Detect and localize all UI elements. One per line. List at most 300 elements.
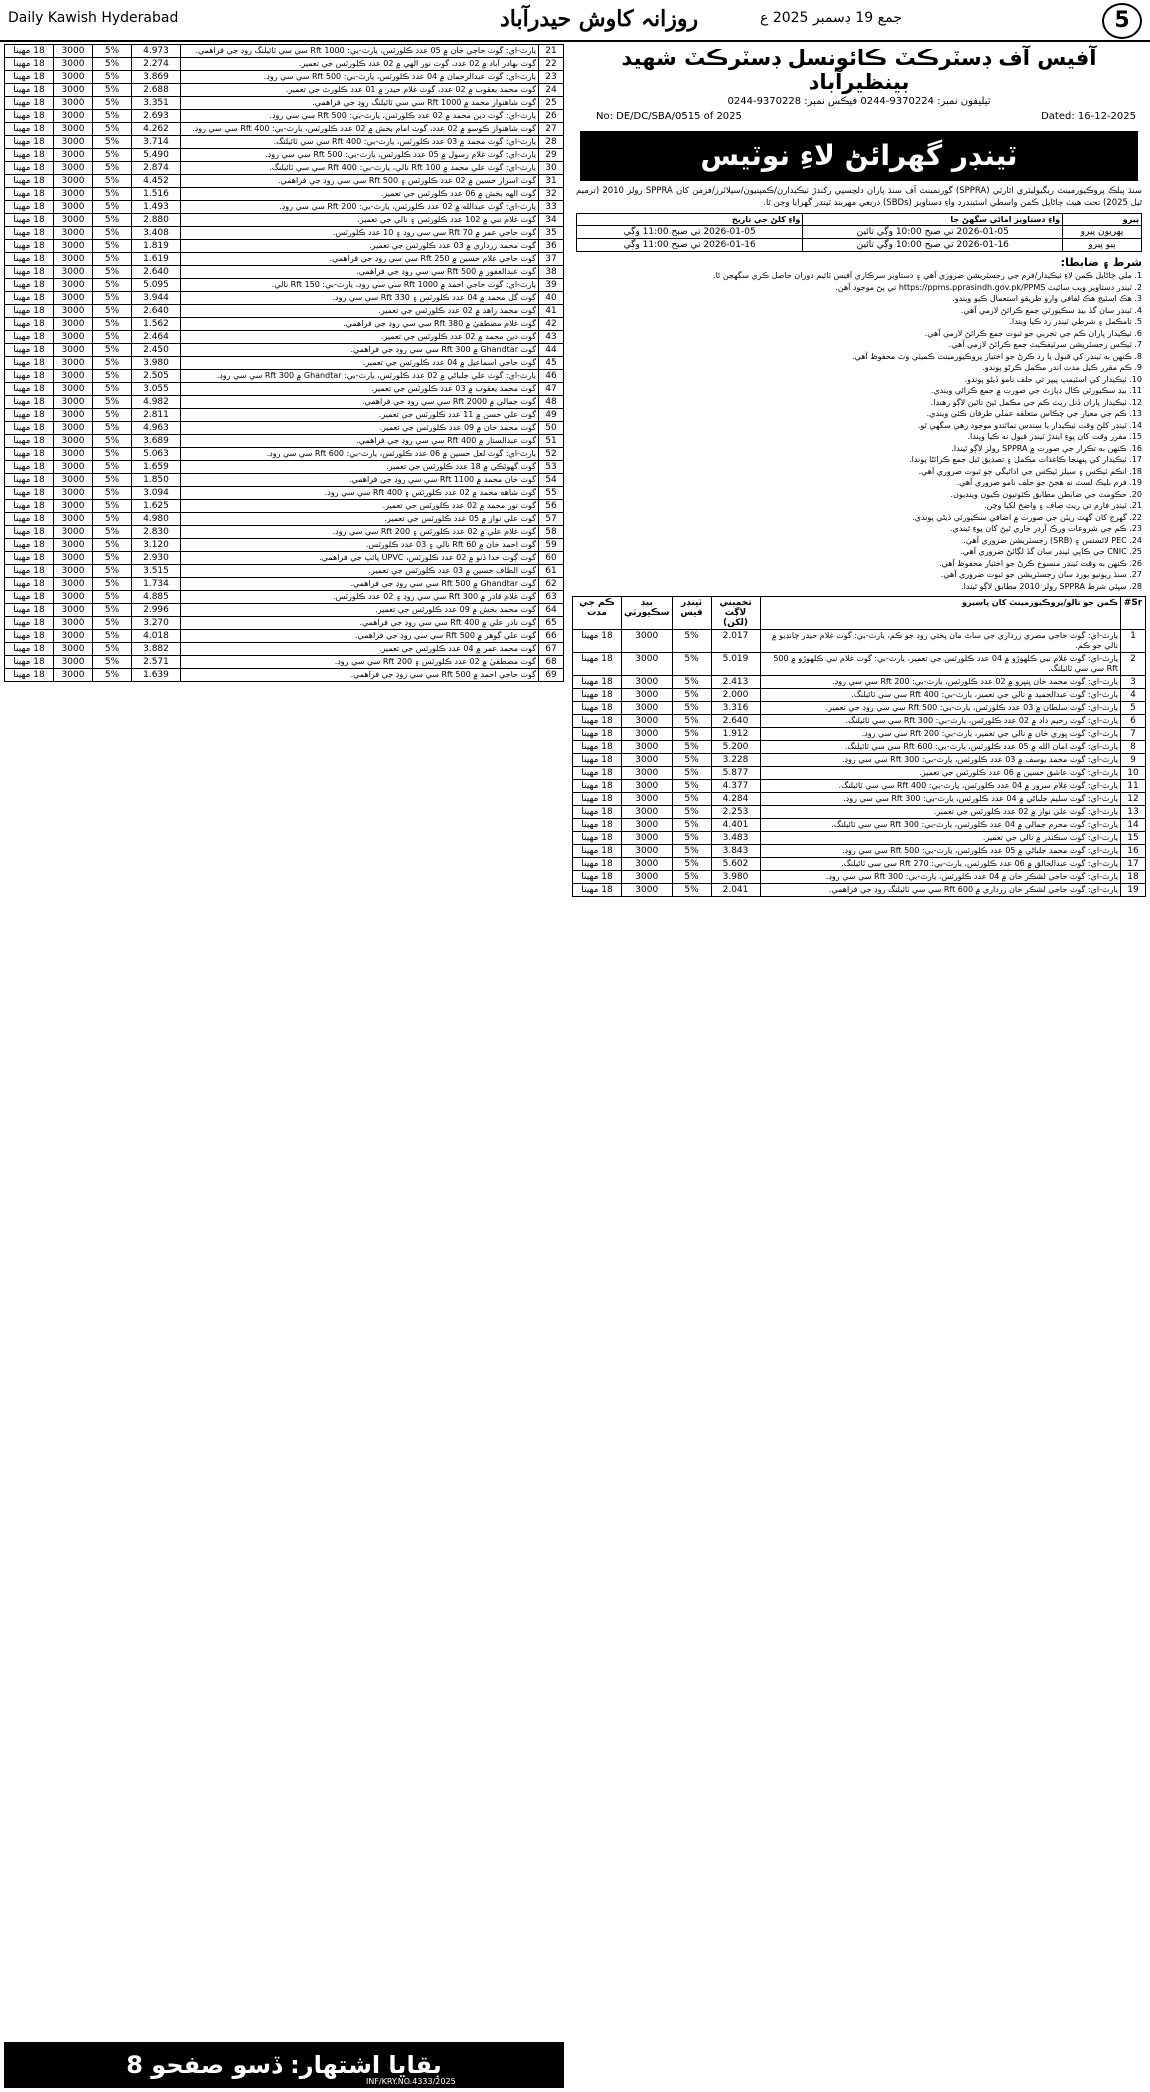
row-cost: 3.228 xyxy=(711,754,760,767)
row-fee: 3000 xyxy=(54,71,93,84)
row-number: 61 xyxy=(539,565,564,578)
table-row xyxy=(5,435,564,448)
conditions-title: شرط ۽ ضابطا: xyxy=(1060,256,1142,269)
table-row xyxy=(573,832,1146,845)
row-bid-security: 5% xyxy=(672,676,711,689)
continued-banner xyxy=(4,2042,564,2088)
row-duration: 18 مهينا xyxy=(5,214,54,227)
row-description: يارٽ-اي: گوٺ حاجي مصري زرداري جي ساٿ مان پختي روڊ جو ڪم، يارٽ-بي: گوٺ غلام حيدر چانڊيو ۾ نالي جو ڪم. xyxy=(760,630,1121,653)
row-cost: 3.843 xyxy=(711,845,760,858)
row-description: گوٺ حاجي غلام حسين ۾ 250 Rft سي سي روڊ جي فراهمي. xyxy=(181,253,539,266)
row-number: 3 xyxy=(1121,676,1146,689)
row-cost: 3.882 xyxy=(132,643,181,656)
row-number: 44 xyxy=(539,344,564,357)
row-duration: 18 مهينا xyxy=(5,175,54,188)
row-cost: 2.688 xyxy=(132,84,181,97)
row-fee: 3000 xyxy=(622,819,673,832)
row-bid-security: 5% xyxy=(93,370,132,383)
condition-item: 14. ٽينڊر کلڻ وقت ٺيڪيدار يا سندس نمائندو موجود رهي سگهي ٿو. xyxy=(917,420,1142,430)
row-number: 23 xyxy=(539,71,564,84)
row-cost: 3.714 xyxy=(132,136,181,149)
condition-item: 21. ٽينڊر فارم تي ريٽ صاف ۽ واضح لکيا وڃن. xyxy=(983,501,1142,510)
table-row xyxy=(5,422,564,435)
row-duration: 18 مهينا xyxy=(5,97,54,110)
row-duration: 18 مهينا xyxy=(5,45,54,58)
row-duration: 18 مهينا xyxy=(5,162,54,175)
row-duration: 18 مهينا xyxy=(5,266,54,279)
condition-item: 7. ٽيڪس رجسٽريشن سرٽيفڪيٽ جمع ڪرائڻ لازمي آهي. xyxy=(948,340,1142,349)
row-bid-security: 5% xyxy=(672,858,711,871)
row-cost: 4.452 xyxy=(132,175,181,188)
row-number: 18 xyxy=(1121,871,1146,884)
row-cost: 2.000 xyxy=(711,689,760,702)
row-bid-security: 5% xyxy=(93,487,132,500)
row-description: گوٺ علي حسن ۾ 11 عدد ڪلورٽس جي تعمير. xyxy=(181,409,539,422)
row-cost: 3.483 xyxy=(711,832,760,845)
row-fee: 3000 xyxy=(622,780,673,793)
row-description: گوٺ حاجي عمر ۾ 70 Rft سي سي روڊ ۽ 10 عدد ڪلورٽس. xyxy=(181,227,539,240)
schedule-table xyxy=(576,213,1142,252)
row-duration: 18 مهينا xyxy=(5,396,54,409)
row-number: 62 xyxy=(539,578,564,591)
row-duration: 18 مهينا xyxy=(573,741,622,754)
table-row xyxy=(573,806,1146,819)
condition-item: 4. ٽينڊر سان گڏ بيڊ سڪيورٽي جمع ڪرائڻ لازمي آهي. xyxy=(960,305,1142,315)
row-description: يارٽ-اي: گوٺ محمد يوسف ۾ 03 عدد ڪلورٽس، يارٽ-بي: 300 Rft سي سي روڊ. xyxy=(760,754,1121,767)
table-row xyxy=(5,526,564,539)
condition-item: 24. PEC لائسنس ۽ (SRB) رجسٽريشن ضروري آهي. xyxy=(963,535,1142,545)
table-row xyxy=(5,396,564,409)
row-duration: 18 مهينا xyxy=(573,884,622,897)
row-number: 49 xyxy=(539,409,564,422)
table-row xyxy=(5,500,564,513)
row-duration: 18 مهينا xyxy=(573,793,622,806)
row-duration: 18 مهينا xyxy=(5,578,54,591)
row-fee: 3000 xyxy=(54,292,93,305)
row-duration: 18 مهينا xyxy=(573,767,622,780)
row-duration: 18 مهينا xyxy=(573,715,622,728)
row-duration: 18 مهينا xyxy=(5,227,54,240)
masthead-date: جمع 19 ڊسمبر 2025 ع xyxy=(760,10,902,26)
page-number: 5 xyxy=(1102,3,1142,39)
row-description: يارٽ-اي: گوٺ محمد ۾ 03 عدد ڪلورٽس، يارٽ-بي: 400 Rft سي سي ٽائيلنگ. xyxy=(181,136,539,149)
row-duration: 18 مهينا xyxy=(5,474,54,487)
row-bid-security: 5% xyxy=(672,780,711,793)
row-duration: 18 مهينا xyxy=(573,871,622,884)
table-row xyxy=(5,513,564,526)
row-duration: 18 مهينا xyxy=(5,253,54,266)
schedule-cell: 2026-01-05 تي صبح 10:00 وڳي تائين xyxy=(803,226,1063,239)
row-cost: 2.640 xyxy=(711,715,760,728)
row-duration: 18 مهينا xyxy=(5,409,54,422)
row-duration: 18 مهينا xyxy=(5,383,54,396)
row-cost: 2.640 xyxy=(132,305,181,318)
row-number: 46 xyxy=(539,370,564,383)
table-row xyxy=(5,630,564,643)
table-row xyxy=(5,409,564,422)
row-cost: 2.830 xyxy=(132,526,181,539)
row-fee: 3000 xyxy=(54,370,93,383)
row-cost: 2.413 xyxy=(711,676,760,689)
row-cost: 1.516 xyxy=(132,188,181,201)
row-number: 14 xyxy=(1121,819,1146,832)
row-bid-security: 5% xyxy=(93,214,132,227)
row-description: گوٺ Ghandtar ۾ 300 Rft سي سي روڊ جي فراهمي. xyxy=(181,344,539,357)
row-number: 33 xyxy=(539,201,564,214)
row-bid-security: 5% xyxy=(93,500,132,513)
row-duration: 18 مهينا xyxy=(5,448,54,461)
row-fee: 3000 xyxy=(622,767,673,780)
row-duration: 18 مهينا xyxy=(5,487,54,500)
masthead-left: Daily Kawish Hyderabad xyxy=(8,10,179,26)
row-duration: 18 مهينا xyxy=(5,604,54,617)
row-cost: 3.980 xyxy=(132,357,181,370)
row-fee: 3000 xyxy=(54,422,93,435)
table-row xyxy=(5,383,564,396)
condition-item: 2. ٽينڊر دستاويز ويب سائيٽ https://ppms.pprasindh.gov.pk/PPMS تي پڻ موجود آهن. xyxy=(835,282,1142,292)
row-bid-security: 5% xyxy=(672,806,711,819)
row-number: 12 xyxy=(1121,793,1146,806)
row-number: 25 xyxy=(539,97,564,110)
row-description: يارٽ-اي: گوٺ محمد جلباڻي ۾ 05 عدد ڪلورٽس، يارٽ-بي: 500 Rft سي سي روڊ. xyxy=(760,845,1121,858)
row-description: گوٺ گل محمد ۾ 04 عدد ڪلورٽس ۽ 330 Rft سي سي روڊ. xyxy=(181,292,539,305)
condition-item: 13. ڪم جي معيار جي چڪاس متعلقه عملي طرفان ڪئي ويندي. xyxy=(926,409,1142,418)
row-bid-security: 5% xyxy=(93,305,132,318)
condition-item: 22. گهرج کان گهٽ ريٽن جي صورت ۾ اضافي سڪيورٽي ڏيڻي پوندي. xyxy=(912,512,1142,522)
row-cost: 1.493 xyxy=(132,201,181,214)
row-cost: 4.284 xyxy=(711,793,760,806)
row-cost: 3.689 xyxy=(132,435,181,448)
row-cost: 2.996 xyxy=(132,604,181,617)
row-cost: 5.200 xyxy=(711,741,760,754)
table-row xyxy=(5,487,564,500)
row-bid-security: 5% xyxy=(93,253,132,266)
row-duration: 18 مهينا xyxy=(5,552,54,565)
table-row xyxy=(5,552,564,565)
row-bid-security: 5% xyxy=(93,188,132,201)
row-description: يارٽ-اي: گوٺ غلام رسول ۾ 05 عدد ڪلورٽس، يارٽ-بي: 500 Rft سي سي روڊ. xyxy=(181,149,539,162)
condition-item: 17. ٺيڪيدار کي پنهنجا ڪاغذات مڪمل ۽ تصديق ٿيل جمع ڪرائڻا پوندا. xyxy=(909,455,1142,464)
row-fee: 3000 xyxy=(54,214,93,227)
row-duration: 18 مهينا xyxy=(5,58,54,71)
row-bid-security: 5% xyxy=(672,754,711,767)
row-bid-security: 5% xyxy=(93,656,132,669)
table-row xyxy=(5,656,564,669)
condition-item: 26. ڪنهن به وقت ٽينڊر منسوخ ڪرڻ جو اختيار محفوظ آهي. xyxy=(939,558,1142,568)
row-number: 26 xyxy=(539,110,564,123)
row-description: يارٽ-اي: گوٺ رحيم داد ۾ 02 عدد ڪلورٽس، يارٽ-بي: 300 Rft سي سي ٽائيلنگ. xyxy=(760,715,1121,728)
table-row xyxy=(573,653,1146,676)
schedule-row xyxy=(577,239,1142,252)
table-row xyxy=(5,97,564,110)
condition-item: 16. ڪنهن به تڪرار جي صورت ۾ SPPRA رولز لاڳو ٿيندا. xyxy=(951,443,1142,453)
row-fee: 3000 xyxy=(54,97,93,110)
row-number: 67 xyxy=(539,643,564,656)
row-bid-security: 5% xyxy=(93,84,132,97)
row-description: گوٺ اسرار حسين ۾ 02 عدد ڪلورٽس ۽ 500 Rft سي سي روڊ جي فراهمي. xyxy=(181,175,539,188)
table-row xyxy=(5,448,564,461)
schedule-header: واءِ کلڻ جي تاريخ xyxy=(577,214,803,226)
row-description: گوٺ حاجي احمد ۾ 500 Rft سي سي روڊ جي فراهمي. xyxy=(181,669,539,682)
row-description: گوٺ ڳوٺ خدا ڏنو ۾ 02 عدد ڪلورٽس، UPVC پائپ جي فراهمي. xyxy=(181,552,539,565)
row-description: گوٺ نور محمد ۾ 02 عدد ڪلورٽس جي تعمير. xyxy=(181,500,539,513)
row-fee: 3000 xyxy=(622,871,673,884)
row-description: گوٺ غلام قادر ۾ 300 Rft سي سي روڊ ۽ 02 عدد ڪلورٽس. xyxy=(181,591,539,604)
table-row xyxy=(573,702,1146,715)
table-row xyxy=(5,578,564,591)
table-row xyxy=(5,227,564,240)
row-bid-security: 5% xyxy=(93,565,132,578)
table-row xyxy=(5,136,564,149)
row-description: گوٺ بهادر آباد ۾ 02 عدد، گوٺ نور الٰهي ۾ 02 عدد ڪلورٽس جي تعمير. xyxy=(181,58,539,71)
row-duration: 18 مهينا xyxy=(5,318,54,331)
row-bid-security: 5% xyxy=(672,630,711,653)
row-cost: 5.019 xyxy=(711,653,760,676)
row-number: 47 xyxy=(539,383,564,396)
row-number: 13 xyxy=(1121,806,1146,819)
row-duration: 18 مهينا xyxy=(573,754,622,767)
row-number: 10 xyxy=(1121,767,1146,780)
table-row xyxy=(573,689,1146,702)
row-cost: 3.270 xyxy=(132,617,181,630)
row-cost: 2.041 xyxy=(711,884,760,897)
row-fee: 3000 xyxy=(54,565,93,578)
row-bid-security: 5% xyxy=(672,871,711,884)
row-fee: 3000 xyxy=(54,162,93,175)
row-duration: 18 مهينا xyxy=(573,676,622,689)
table-row xyxy=(573,715,1146,728)
works-table-right xyxy=(572,596,1146,897)
table-row xyxy=(5,45,564,58)
row-duration: 18 مهينا xyxy=(5,279,54,292)
row-description: گوٺ علي گوهر ۾ 500 Rft سي سي روڊ جي فراهمي. xyxy=(181,630,539,643)
row-bid-security: 5% xyxy=(672,832,711,845)
row-fee: 3000 xyxy=(54,539,93,552)
table-row xyxy=(573,884,1146,897)
ref-line xyxy=(572,109,1146,127)
row-duration: 18 مهينا xyxy=(5,669,54,682)
row-duration: 18 مهينا xyxy=(5,305,54,318)
condition-item: 12. ٺيڪيدار پاران ڏنل ريٽ ڪم جي مڪمل ٿيڻ تائين لاڳو رهندا. xyxy=(930,397,1142,407)
schedule-cell: ٻيو پيرو xyxy=(1063,239,1142,252)
row-fee: 3000 xyxy=(54,240,93,253)
row-fee: 3000 xyxy=(622,630,673,653)
row-bid-security: 5% xyxy=(93,578,132,591)
table-row xyxy=(5,110,564,123)
table-row xyxy=(5,253,564,266)
row-bid-security: 5% xyxy=(672,767,711,780)
row-duration: 18 مهينا xyxy=(5,344,54,357)
row-fee: 3000 xyxy=(54,318,93,331)
row-fee: 3000 xyxy=(54,331,93,344)
row-cost: 2.253 xyxy=(711,806,760,819)
row-duration: 18 مهينا xyxy=(573,728,622,741)
row-fee: 3000 xyxy=(54,669,93,682)
condition-item: 6. ٺيڪيدار پاران ڪم جي تجربي جو ثبوت جمع ڪرائڻ لازمي آهي. xyxy=(924,328,1142,338)
row-description: گوٺ احمد خان ۾ 60 Rft نالي ۽ 03 عدد ڪلورٽس. xyxy=(181,539,539,552)
row-duration: 18 مهينا xyxy=(5,513,54,526)
condition-item: 23. ڪم جي شروعات ورڪ آرڊر جاري ٿيڻ کان پوءِ ٿيندي. xyxy=(950,524,1142,533)
row-bid-security: 5% xyxy=(93,630,132,643)
table-row xyxy=(5,214,564,227)
row-bid-security: 5% xyxy=(93,591,132,604)
row-description: گوٺ شاهه محمد ۾ 02 عدد ڪلورٽس ۽ 400 Rft سي سي روڊ. xyxy=(181,487,539,500)
row-fee: 3000 xyxy=(54,461,93,474)
row-bid-security: 5% xyxy=(93,617,132,630)
table-row xyxy=(5,305,564,318)
row-bid-security: 5% xyxy=(93,435,132,448)
row-cost: 1.625 xyxy=(132,500,181,513)
row-number: 39 xyxy=(539,279,564,292)
row-fee: 3000 xyxy=(54,175,93,188)
row-bid-security: 5% xyxy=(93,448,132,461)
row-description: يارٽ-اي: گوٺ لعل حسين ۾ 06 عدد ڪلورٽس، يارٽ-بي: 600 Rft سي سي روڊ. xyxy=(181,448,539,461)
row-duration: 18 مهينا xyxy=(573,845,622,858)
row-number: 56 xyxy=(539,500,564,513)
row-description: گوٺ گهوٽڪي ۾ 18 عدد ڪلورٽس جي تعمير. xyxy=(181,461,539,474)
row-cost: 4.963 xyxy=(132,422,181,435)
row-bid-security: 5% xyxy=(93,331,132,344)
table-row xyxy=(573,767,1146,780)
row-cost: 2.640 xyxy=(132,266,181,279)
row-bid-security: 5% xyxy=(672,884,711,897)
row-number: 11 xyxy=(1121,780,1146,793)
row-fee: 3000 xyxy=(622,858,673,871)
row-number: 58 xyxy=(539,526,564,539)
table-row xyxy=(573,728,1146,741)
row-cost: 4.980 xyxy=(132,513,181,526)
row-duration: 18 مهينا xyxy=(5,617,54,630)
row-number: 53 xyxy=(539,461,564,474)
row-number: 9 xyxy=(1121,754,1146,767)
row-cost: 2.571 xyxy=(132,656,181,669)
row-fee: 3000 xyxy=(54,110,93,123)
row-fee: 3000 xyxy=(54,266,93,279)
row-fee: 3000 xyxy=(622,884,673,897)
table-row xyxy=(5,669,564,682)
row-cost: 1.619 xyxy=(132,253,181,266)
row-description: يارٽ-اي: گوٺ حاجي احمد ۾ 1000 Rft سي سي روڊ، يارٽ-بي: 150 Rft نالي. xyxy=(181,279,539,292)
row-fee: 3000 xyxy=(54,305,93,318)
row-number: 7 xyxy=(1121,728,1146,741)
condition-item: 25. CNIC جي ڪاپي ٽينڊر سان گڏ لڳائڻ ضروري آهي. xyxy=(960,547,1142,556)
row-description: يارٽ-اي: گوٺ حاجي لشڪر خان ۾ 04 عدد ڪلورٽس، يارٽ-بي: 300 Rft سي سي روڊ. xyxy=(760,871,1121,884)
row-bid-security: 5% xyxy=(93,175,132,188)
row-description: يارٽ-اي: گوٺ محرم جمالي ۾ 04 عدد ڪلورٽس، يارٽ-بي: 300 Rft سي سي ٽائيلنگ. xyxy=(760,819,1121,832)
row-bid-security: 5% xyxy=(93,266,132,279)
row-number: 42 xyxy=(539,318,564,331)
row-duration: 18 مهينا xyxy=(5,240,54,253)
row-fee: 3000 xyxy=(622,754,673,767)
table-row xyxy=(5,331,564,344)
row-number: 54 xyxy=(539,474,564,487)
row-bid-security: 5% xyxy=(93,110,132,123)
row-description: گوٺ مصطفيٰ ۾ 02 عدد ڪلورٽس ۽ 200 Rft سي سي روڊ. xyxy=(181,656,539,669)
row-duration: 18 مهينا xyxy=(5,643,54,656)
row-duration: 18 مهينا xyxy=(5,591,54,604)
row-bid-security: 5% xyxy=(93,422,132,435)
row-number: 8 xyxy=(1121,741,1146,754)
row-bid-security: 5% xyxy=(672,793,711,806)
masthead-title: روزانہ کاوش حیدرآباد xyxy=(500,6,699,32)
row-bid-security: 5% xyxy=(93,149,132,162)
row-fee: 3000 xyxy=(54,227,93,240)
row-fee: 3000 xyxy=(54,188,93,201)
row-fee: 3000 xyxy=(54,45,93,58)
table-row xyxy=(5,370,564,383)
row-fee: 3000 xyxy=(54,630,93,643)
row-number: 63 xyxy=(539,591,564,604)
row-number: 64 xyxy=(539,604,564,617)
row-bid-security: 5% xyxy=(93,162,132,175)
row-bid-security: 5% xyxy=(672,653,711,676)
row-number: 41 xyxy=(539,305,564,318)
table-row xyxy=(5,240,564,253)
row-number: 4 xyxy=(1121,689,1146,702)
condition-item: 19. فرم بليڪ لسٽ نه هجڻ جو حلف نامو ضروري آهي. xyxy=(956,478,1142,487)
row-description: گوٺ محمد عمر ۾ 04 عدد ڪلورٽس جي تعمير. xyxy=(181,643,539,656)
row-duration: 18 مهينا xyxy=(573,858,622,871)
row-description: يارٽ-اي: گوٺ علي محمد ۾ 100 Rft نالي، يارٽ-بي: 400 Rft سي سي ٽائيلنگ. xyxy=(181,162,539,175)
table-header: بيڊ سڪيورٽي xyxy=(622,597,673,630)
row-description: يارٽ-اي: گوٺ ڀوري خان ۾ نالي جي تعمير، يارٽ-بي: 200 Rft سي سي روڊ. xyxy=(760,728,1121,741)
row-number: 2 xyxy=(1121,653,1146,676)
row-number: 45 xyxy=(539,357,564,370)
schedule-cell: 2026-01-16 تي صبح 10:00 وڳي تائين xyxy=(803,239,1063,252)
row-description: يارٽ-اي: گوٺ عبدالخالق ۾ 06 عدد ڪلورٽس، يارٽ-بي: 270 Rft سي سي ٽائيلنگ. xyxy=(760,858,1121,871)
table-row xyxy=(5,71,564,84)
row-number: 22 xyxy=(539,58,564,71)
table-row xyxy=(573,858,1146,871)
row-bid-security: 5% xyxy=(672,741,711,754)
row-duration: 18 مهينا xyxy=(573,832,622,845)
row-description: يارٽ-اي: گوٺ حاجي خان ۾ 05 عدد ڪلورٽس، يارٽ-بي: 1000 Rft سي سي ٽائيلنگ روڊ جي فراهمي. xyxy=(181,45,539,58)
row-bid-security: 5% xyxy=(93,409,132,422)
table-row xyxy=(5,58,564,71)
table-header: Sr# xyxy=(1121,597,1146,630)
row-fee: 3000 xyxy=(622,676,673,689)
row-fee: 3000 xyxy=(54,604,93,617)
row-duration: 18 مهينا xyxy=(573,702,622,715)
schedule-row xyxy=(577,226,1142,239)
table-row xyxy=(5,201,564,214)
table-row xyxy=(5,461,564,474)
row-number: 52 xyxy=(539,448,564,461)
row-description: يارٽ-اي: گوٺ سلطان ۾ 03 عدد ڪلورٽس، يارٽ-بي: 500 Rft سي سي روڊ جي تعمير. xyxy=(760,702,1121,715)
row-duration: 18 مهينا xyxy=(573,630,622,653)
schedule-header: واءِ دستاويز اماڻي سگهڻ جا xyxy=(803,214,1063,226)
table-row xyxy=(5,357,564,370)
row-cost: 4.973 xyxy=(132,45,181,58)
row-description: يارٽ-اي: گوٺ دين محمد ۾ 02 عدد ڪلورٽس، يارٽ-بي: 500 Rft سي سي روڊ. xyxy=(181,110,539,123)
row-duration: 18 مهينا xyxy=(5,461,54,474)
table-row xyxy=(5,591,564,604)
row-description: يارٽ-اي: گوٺ عبدالرحمان ۾ 04 عدد ڪلورٽس، يارٽ-بي: 500 Rft سي سي روڊ. xyxy=(181,71,539,84)
row-description: گوٺ حاجي اسماعيل ۾ 04 عدد ڪلورٽس جي تعمير. xyxy=(181,357,539,370)
row-description: گوٺ نادر علي ۾ 400 Rft سي سي روڊ جي فراهمي. xyxy=(181,617,539,630)
condition-item: 10. ٺيڪيدار کي اسٽيمپ پيپر تي حلف نامو ڏيڻو پوندو. xyxy=(964,374,1142,384)
row-fee: 3000 xyxy=(54,149,93,162)
inf-number: INF/KRY.NO.4333/2025 xyxy=(366,2077,456,2086)
row-duration: 18 مهينا xyxy=(573,819,622,832)
table-header: ڪم جي مدت xyxy=(573,597,622,630)
table-row xyxy=(573,871,1146,884)
row-bid-security: 5% xyxy=(93,669,132,682)
row-number: 32 xyxy=(539,188,564,201)
row-cost: 2.274 xyxy=(132,58,181,71)
row-cost: 5.490 xyxy=(132,149,181,162)
row-cost: 1.850 xyxy=(132,474,181,487)
